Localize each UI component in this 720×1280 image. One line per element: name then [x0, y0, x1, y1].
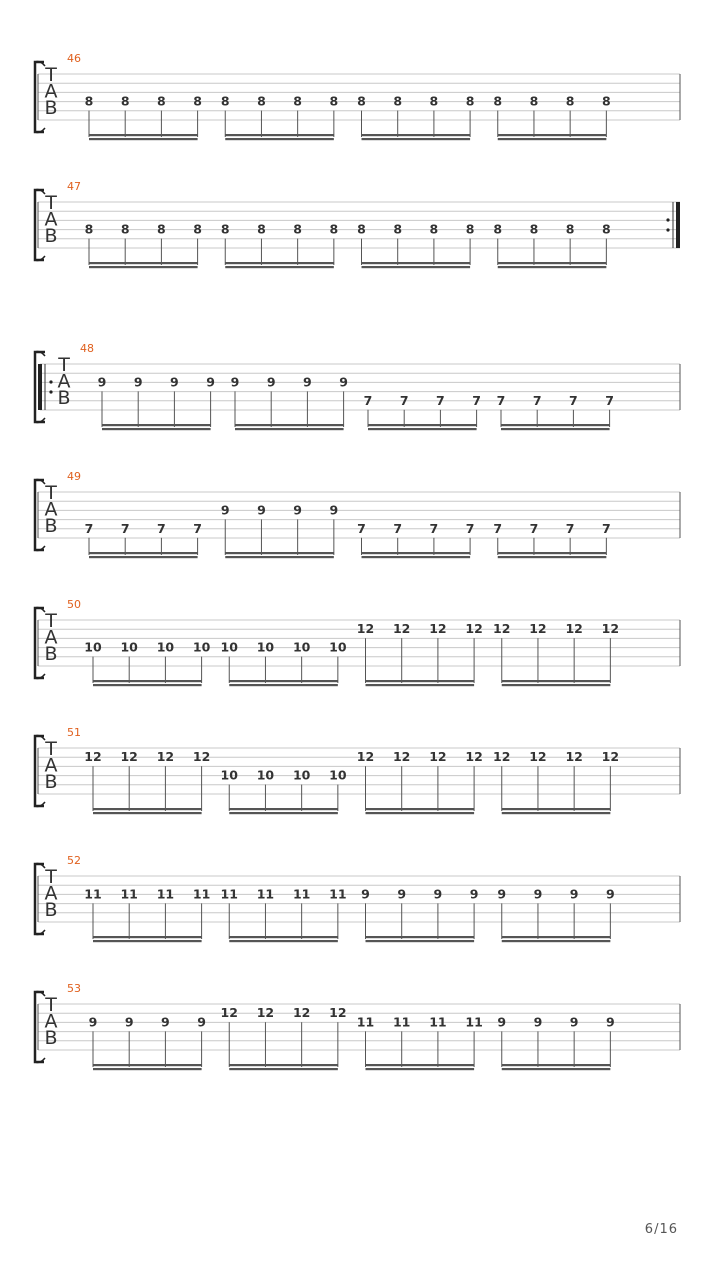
beam-secondary — [229, 1068, 338, 1070]
beam-secondary — [498, 266, 607, 268]
fret-number: 8 — [429, 221, 439, 237]
fret-number: 8 — [429, 93, 439, 109]
fret-number: 8 — [329, 93, 339, 109]
tab-clef-letter: B — [44, 1027, 58, 1049]
fret-number: 8 — [120, 93, 130, 109]
fret-number: 12 — [493, 749, 511, 765]
tab-clef-letter: B — [44, 515, 58, 537]
fret-number: 9 — [497, 886, 507, 902]
fret-number: 9 — [605, 886, 615, 902]
fret-number: 7 — [436, 392, 445, 408]
fret-number: 7 — [357, 520, 366, 536]
fret-number: 12 — [329, 1005, 347, 1021]
beam-secondary — [366, 812, 475, 814]
fret-number: 12 — [429, 621, 447, 637]
tab-clef-letter: T — [45, 192, 57, 214]
fret-number: 12 — [465, 621, 483, 637]
system-bracket — [35, 608, 44, 678]
beam-primary — [502, 808, 611, 810]
fret-number: 8 — [529, 93, 539, 109]
fret-number: 8 — [529, 221, 539, 237]
fret-number: 10 — [120, 639, 138, 655]
fret-number: 7 — [532, 392, 542, 408]
fret-number: 7 — [465, 520, 475, 536]
fret-number: 8 — [120, 221, 130, 237]
fret-number: 9 — [533, 886, 543, 902]
fret-number: 8 — [193, 221, 202, 237]
fret-number: 7 — [565, 520, 575, 536]
fret-number: 8 — [293, 221, 303, 237]
fret-number: 9 — [329, 502, 339, 518]
measure-number: 50 — [67, 598, 81, 611]
fret-number: 9 — [361, 886, 370, 902]
beam-secondary — [229, 812, 338, 814]
fret-number: 8 — [393, 221, 403, 237]
beam-secondary — [225, 556, 334, 558]
beam-secondary — [93, 940, 202, 942]
beam-primary — [498, 552, 607, 554]
fret-number: 8 — [220, 93, 230, 109]
fret-number: 8 — [157, 221, 166, 237]
tab-clef-letter: A — [44, 754, 58, 777]
beam-primary — [93, 936, 202, 938]
fret-number: 8 — [565, 221, 575, 237]
fret-number: 8 — [220, 221, 230, 237]
fret-number: 9 — [339, 374, 348, 390]
fret-number: 12 — [493, 621, 511, 637]
tab-clef-letter: A — [44, 498, 58, 521]
fret-number: 11 — [465, 1014, 483, 1030]
fret-number: 12 — [220, 1005, 238, 1021]
fret-number: 9 — [97, 374, 107, 390]
fret-number: 7 — [429, 520, 439, 536]
fret-number: 8 — [465, 221, 475, 237]
beam-secondary — [93, 812, 202, 814]
fret-number: 8 — [493, 93, 503, 109]
beam-primary — [362, 262, 471, 264]
fret-number: 10 — [329, 767, 347, 783]
beam-secondary — [368, 428, 477, 430]
fret-number: 8 — [465, 93, 475, 109]
fret-number: 12 — [529, 621, 547, 637]
measure-number: 47 — [67, 180, 81, 193]
fret-number: 12 — [529, 749, 547, 765]
beam-primary — [93, 680, 202, 682]
beam-secondary — [229, 940, 338, 942]
measure-number: 53 — [67, 982, 81, 995]
fret-number: 9 — [133, 374, 143, 390]
fret-number: 10 — [256, 767, 275, 783]
fret-number: 7 — [399, 392, 409, 408]
fret-number: 8 — [329, 221, 339, 237]
fret-number: 10 — [192, 639, 211, 655]
fret-number: 9 — [469, 886, 479, 902]
fret-number: 12 — [465, 749, 483, 765]
measure-number: 52 — [67, 854, 81, 867]
fret-number: 9 — [397, 886, 407, 902]
fret-number: 9 — [569, 1014, 579, 1030]
tab-clef-letter: A — [44, 626, 58, 649]
fret-number: 10 — [256, 639, 275, 655]
beam-secondary — [502, 684, 611, 686]
beam-primary — [502, 680, 611, 682]
beam-secondary — [501, 428, 610, 430]
beam-secondary — [93, 1068, 202, 1070]
fret-number: 12 — [356, 749, 375, 765]
fret-number: 9 — [206, 374, 215, 390]
fret-number: 12 — [256, 1005, 275, 1021]
fret-number: 9 — [293, 502, 303, 518]
measure-number: 49 — [67, 470, 81, 483]
fret-number: 8 — [257, 221, 266, 237]
fret-number: 11 — [220, 886, 238, 902]
tab-clef-letter: B — [44, 643, 58, 665]
beam-primary — [366, 936, 475, 938]
fret-number: 7 — [493, 520, 503, 536]
beam-primary — [225, 552, 334, 554]
measure-number: 48 — [80, 342, 94, 355]
beam-secondary — [362, 556, 471, 558]
fret-number: 7 — [157, 520, 166, 536]
fret-number: 12 — [392, 749, 411, 765]
fret-number: 11 — [156, 886, 175, 902]
fret-number: 11 — [84, 886, 102, 902]
page-number: 6/16 — [644, 1222, 678, 1237]
beam-secondary — [235, 428, 344, 430]
beam-secondary — [362, 138, 471, 140]
fret-number: 12 — [292, 1005, 311, 1021]
repeat-dot — [49, 380, 52, 383]
fret-number: 9 — [161, 1014, 170, 1030]
fret-number: 12 — [84, 749, 102, 765]
fret-number: 8 — [357, 221, 366, 237]
fret-number: 11 — [120, 886, 138, 902]
fret-number: 12 — [601, 749, 620, 765]
beam-primary — [235, 424, 344, 426]
beam-primary — [229, 1064, 338, 1066]
fret-number: 10 — [292, 767, 311, 783]
beam-secondary — [225, 138, 334, 140]
beam-primary — [362, 134, 471, 136]
fret-number: 9 — [124, 1014, 134, 1030]
system-bracket — [35, 480, 44, 550]
fret-number: 8 — [84, 93, 94, 109]
fret-number: 8 — [157, 93, 166, 109]
fret-number: 12 — [565, 621, 583, 637]
beam-primary — [229, 680, 338, 682]
fret-number: 7 — [363, 392, 373, 408]
fret-number: 12 — [120, 749, 138, 765]
fret-number: 9 — [569, 886, 579, 902]
beam-secondary — [225, 266, 334, 268]
fret-number: 9 — [303, 374, 312, 390]
fret-number: 12 — [601, 621, 620, 637]
tab-clef-letter: T — [45, 994, 57, 1016]
beam-secondary — [498, 556, 607, 558]
beam-primary — [102, 424, 211, 426]
fret-number: 12 — [156, 749, 175, 765]
tab-clef-letter: B — [44, 225, 58, 247]
beam-primary — [93, 808, 202, 810]
measure-number: 46 — [67, 52, 81, 65]
fret-number: 7 — [605, 392, 614, 408]
fret-number: 9 — [88, 1014, 98, 1030]
beam-primary — [89, 134, 198, 136]
tab-clef-letter: B — [57, 387, 71, 409]
fret-number: 8 — [193, 93, 202, 109]
tab-clef-letter: B — [44, 771, 58, 793]
beam-secondary — [502, 1068, 611, 1070]
repeat-thick-line — [676, 202, 680, 248]
fret-number: 7 — [472, 392, 481, 408]
fret-number: 9 — [170, 374, 179, 390]
fret-number: 10 — [292, 639, 311, 655]
beam-primary — [225, 262, 334, 264]
fret-number: 9 — [533, 1014, 543, 1030]
fret-number: 11 — [429, 1014, 447, 1030]
beam-secondary — [498, 138, 607, 140]
system-bracket — [35, 864, 44, 934]
fret-number: 8 — [84, 221, 94, 237]
tab-clef-letter: B — [44, 97, 58, 119]
beam-secondary — [229, 684, 338, 686]
fret-number: 9 — [230, 374, 240, 390]
beam-secondary — [366, 940, 475, 942]
fret-number: 9 — [257, 502, 266, 518]
fret-number: 7 — [529, 520, 539, 536]
tab-clef-letter: A — [44, 208, 58, 231]
beam-primary — [93, 1064, 202, 1066]
beam-primary — [362, 552, 471, 554]
tab-clef-letter: T — [45, 610, 57, 632]
beam-primary — [229, 808, 338, 810]
repeat-dot — [666, 218, 669, 221]
fret-number: 9 — [220, 502, 230, 518]
fret-number: 11 — [192, 886, 211, 902]
tab-clef-letter: T — [45, 482, 57, 504]
tab-clef-letter: T — [58, 354, 70, 376]
beam-secondary — [502, 812, 611, 814]
fret-number: 12 — [192, 749, 211, 765]
fret-number: 8 — [565, 93, 575, 109]
beam-primary — [366, 1064, 475, 1066]
fret-number: 9 — [605, 1014, 615, 1030]
repeat-start-thick-line — [38, 364, 42, 410]
fret-number: 7 — [569, 392, 578, 408]
beam-secondary — [366, 1068, 475, 1070]
fret-number: 7 — [601, 520, 611, 536]
beam-primary — [502, 936, 611, 938]
beam-secondary — [366, 684, 475, 686]
fret-number: 10 — [329, 639, 347, 655]
fret-number: 7 — [84, 520, 94, 536]
fret-number: 7 — [496, 392, 506, 408]
fret-number: 8 — [493, 221, 503, 237]
fret-number: 12 — [429, 749, 447, 765]
fret-number: 12 — [392, 621, 411, 637]
beam-secondary — [362, 266, 471, 268]
tab-clef-letter: T — [45, 64, 57, 86]
tab-clef-letter: T — [45, 738, 57, 760]
fret-number: 8 — [293, 93, 303, 109]
fret-number: 8 — [601, 93, 611, 109]
fret-number: 10 — [156, 639, 175, 655]
beam-primary — [225, 134, 334, 136]
fret-number: 7 — [193, 520, 202, 536]
fret-number: 9 — [497, 1014, 507, 1030]
beam-primary — [366, 808, 475, 810]
beam-secondary — [502, 940, 611, 942]
fret-number: 8 — [601, 221, 611, 237]
beam-secondary — [93, 684, 202, 686]
fret-number: 9 — [433, 886, 443, 902]
fret-number: 8 — [257, 93, 266, 109]
system-bracket — [35, 736, 44, 806]
fret-number: 10 — [220, 639, 238, 655]
fret-number: 7 — [393, 520, 403, 536]
beam-primary — [89, 262, 198, 264]
beam-primary — [502, 1064, 611, 1066]
fret-number: 8 — [393, 93, 403, 109]
beam-primary — [366, 680, 475, 682]
fret-number: 11 — [392, 1014, 411, 1030]
system-bracket — [35, 62, 44, 132]
fret-number: 9 — [197, 1014, 206, 1030]
measure-number: 51 — [67, 726, 81, 739]
repeat-dot — [49, 390, 52, 393]
beam-primary — [229, 936, 338, 938]
tab-clef-letter: A — [44, 80, 58, 103]
beam-primary — [498, 262, 607, 264]
fret-number: 7 — [120, 520, 130, 536]
fret-number: 10 — [220, 767, 238, 783]
fret-number: 11 — [356, 1014, 375, 1030]
system-bracket — [35, 992, 44, 1062]
fret-number: 11 — [292, 886, 311, 902]
fret-number: 12 — [565, 749, 583, 765]
fret-number: 9 — [266, 374, 276, 390]
tab-clef-letter: A — [44, 882, 58, 905]
beam-secondary — [89, 138, 198, 140]
beam-secondary — [89, 266, 198, 268]
beam-secondary — [102, 428, 211, 430]
tab-clef-letter: A — [57, 370, 71, 393]
fret-number: 8 — [357, 93, 366, 109]
beam-primary — [368, 424, 477, 426]
beam-primary — [89, 552, 198, 554]
fret-number: 12 — [356, 621, 375, 637]
beam-primary — [498, 134, 607, 136]
fret-number: 11 — [329, 886, 347, 902]
tab-clef-letter: A — [44, 1010, 58, 1033]
system-bracket — [35, 190, 44, 260]
fret-number: 11 — [256, 886, 275, 902]
fret-number: 10 — [84, 639, 102, 655]
beam-primary — [501, 424, 610, 426]
repeat-dot — [666, 228, 669, 231]
beam-secondary — [89, 556, 198, 558]
tab-clef-letter: T — [45, 866, 57, 888]
tab-clef-letter: B — [44, 899, 58, 921]
